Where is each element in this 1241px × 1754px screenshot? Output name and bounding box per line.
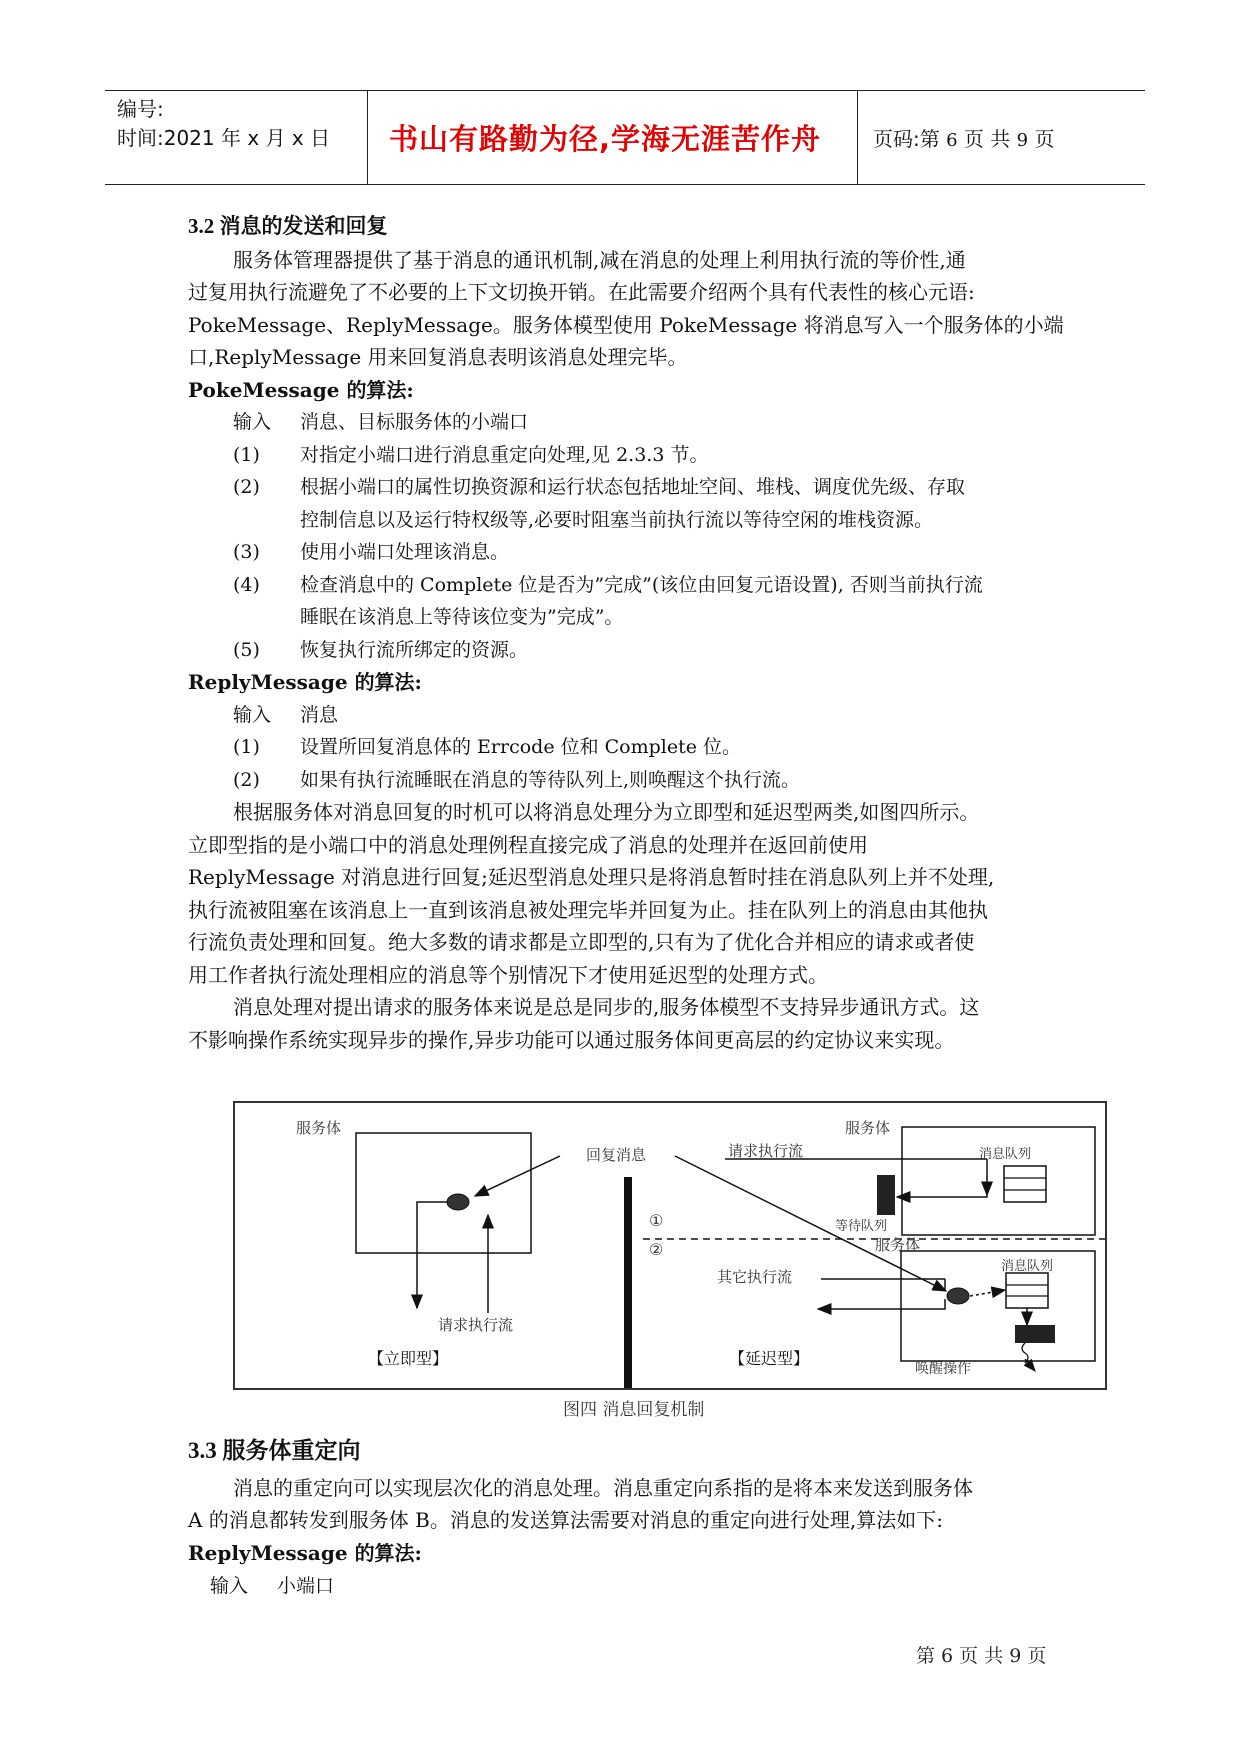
header-page-mid: 页 共 <box>963 127 1011 151</box>
msg-queue-top <box>1004 1166 1046 1202</box>
paragraph-line: 执行流被阻塞在该消息上一直到该消息被处理完毕并回复为止。挂在队列上的消息由其他执 <box>188 898 988 922</box>
header-page-info <box>873 123 1054 152</box>
paragraph-line: ReplyMessage 对消息进行回复;延迟型消息处理只是将消息暂时挂在消息队列上并不处理, <box>188 865 995 889</box>
msg-queue-bottom <box>1006 1273 1048 1308</box>
paragraph-line: 不影响操作系统实现异步的操作,异步功能可以通过服务体间更高层的约定协议来实现。 <box>188 1028 955 1052</box>
header-time: 时间:2021 年 x 月 x 日 <box>117 126 331 150</box>
header-page-current: 6 <box>946 130 958 151</box>
algorithm-input-label: 输入 <box>233 411 272 433</box>
left-handler-node <box>447 1194 469 1210</box>
fig-label-msg-queue-top: 消息队列 <box>979 1147 1032 1162</box>
step-number: (4) <box>233 574 260 596</box>
step-text: 使用小端口处理该消息。 <box>300 541 510 563</box>
fig-label-right-service-top: 服务体 <box>845 1119 891 1137</box>
step-number: (1) <box>233 444 260 466</box>
algorithm-title-poke: PokeMessage 的算法: <box>188 378 414 402</box>
header-divider <box>857 91 858 184</box>
header-page-total: 9 <box>1016 130 1029 151</box>
left-service-box <box>356 1133 531 1253</box>
header-number: 编号: <box>117 97 164 121</box>
fig-label-deferred: 【延迟型】 <box>729 1349 810 1368</box>
fig-label-other-flow: 其它执行流 <box>717 1268 793 1286</box>
right-service-box-bottom <box>901 1251 1095 1361</box>
step-text: 设置所回复消息体的 Errcode 位和 Complete 位。 <box>300 736 742 758</box>
section-heading-3-2: 3.2 消息的发送和回复 <box>188 214 388 238</box>
algorithm-title-reply: ReplyMessage 的算法: <box>188 670 422 694</box>
step-number: (1) <box>233 736 260 758</box>
fig-label-left-service: 服务体 <box>296 1119 342 1137</box>
step-text: 如果有执行流睡眠在消息的等待队列上,则唤醒这个执行流。 <box>300 769 801 791</box>
paragraph-line: A 的消息都转发到服务体 B。消息的发送算法需要对消息的重定向进行处理,算法如下: <box>188 1508 943 1532</box>
fig-label-wait-queue: 等待队列 <box>835 1219 888 1234</box>
algorithm-input-text: 消息、目标服务体的小端口 <box>300 411 529 433</box>
algorithm-title-reply-2: ReplyMessage 的算法: <box>188 1541 422 1565</box>
fig-label-msg-queue-bottom: 消息队列 <box>1001 1259 1054 1274</box>
figure-message-reply <box>233 1101 1107 1390</box>
step-number: (3) <box>233 541 260 563</box>
step-number: (2) <box>233 476 260 498</box>
paragraph-line: 消息的重定向可以实现层次化的消息处理。消息重定向系指的是将本来发送到服务体 <box>233 1476 973 1500</box>
wait-queue-block <box>877 1175 895 1215</box>
step-number: (2) <box>233 769 260 791</box>
fig-label-right-service-bottom: 服务体 <box>875 1236 921 1254</box>
wakeup-block <box>1015 1325 1055 1343</box>
step-text: 睡眠在该消息上等待该位变为”完成”。 <box>300 606 624 628</box>
figure-diagram <box>235 1103 1105 1388</box>
fig-label-circle-2: ② <box>649 1240 664 1259</box>
step-number: (5) <box>233 639 260 661</box>
type-divider-bar <box>624 1177 632 1388</box>
step-text: 对指定小端口进行消息重定向处理,见 2.3.3 节。 <box>300 444 709 466</box>
fig-label-circle-1: ① <box>649 1211 664 1230</box>
paragraph-line: 用工作者执行流处理相应的消息等个别情况下才使用延迟型的处理方式。 <box>188 963 828 987</box>
return-flow-arrow <box>818 1299 945 1309</box>
paragraph-line: PokeMessage、ReplyMessage。服务体模型使用 PokeMessage 将消息写入一个服务体的小端 <box>188 313 1064 337</box>
figure-caption: 图四 消息回复机制 <box>563 1400 705 1420</box>
header-motto: 书山有路勤为径,学海无涯苦作舟 <box>388 122 822 156</box>
fig-label-req-flow-left: 请求执行流 <box>438 1316 514 1334</box>
req-flow-down-arrow <box>417 1202 447 1308</box>
reply-arrow-right <box>675 1156 946 1291</box>
step-text: 检查消息中的 Complete 位是否为”完成”(该位由回复元语设置), 否则当前执行流 <box>300 574 983 596</box>
algorithm-input-text: 小端口 <box>277 1575 335 1597</box>
header-meta <box>117 95 330 153</box>
algorithm-input-text: 消息 <box>300 704 339 726</box>
paragraph-line: 行流负责处理和回复。绝大多数的请求都是立即型的,只有为了优化合并相应的请求或者使 <box>188 930 975 954</box>
header-page-suffix: 页 <box>1034 127 1055 151</box>
paragraph-line: 服务体管理器提供了基于消息的通讯机制,减在消息的处理上利用执行流的等价性,通 <box>233 248 966 272</box>
to-wait-queue-arrow <box>897 1195 987 1197</box>
dequeue-dotted-arrow <box>970 1290 1005 1296</box>
fig-label-req-flow-right: 请求执行流 <box>728 1142 804 1160</box>
paragraph-line: 立即型指的是小端口中的消息处理例程直接完成了消息的处理并在返回前使用 <box>188 833 868 857</box>
page-header <box>105 90 1145 185</box>
fig-label-reply-msg: 回复消息 <box>586 1146 647 1164</box>
algorithm-input-label: 输入 <box>210 1575 249 1597</box>
page-footer: 第 6 页 共 9 页 <box>916 1645 1047 1667</box>
paragraph-line: 根据服务体对消息回复的时机可以将消息处理分为立即型和延迟型两类,如图四所示。 <box>233 800 980 824</box>
section-heading-3-3: 3.3 服务体重定向 <box>188 1438 361 1463</box>
fig-label-wakeup: 唤醒操作 <box>915 1361 971 1377</box>
fig-label-immediate: 【立即型】 <box>368 1349 449 1368</box>
paragraph-line: 过复用执行流避免了不必要的上下文切换开销。在此需要介绍两个具有代表性的核心元语: <box>188 280 975 304</box>
step-text: 恢复执行流所绑定的资源。 <box>300 639 529 661</box>
paragraph-line: 消息处理对提出请求的服务体来说是总是同步的,服务体模型不支持异步通讯方式。这 <box>233 995 980 1019</box>
reply-arrow-left <box>475 1156 560 1196</box>
step-text: 根据小端口的属性切换资源和运行状态包括地址空间、堆栈、调度优先级、存取 <box>300 476 966 498</box>
paragraph-line: 口,ReplyMessage 用来回复消息表明该消息处理完毕。 <box>188 345 688 369</box>
deferred-handler-node <box>947 1288 969 1304</box>
step-text: 控制信息以及运行特权级等,必要时阻塞当前执行流以等待空闲的堆栈资源。 <box>300 509 934 531</box>
algorithm-input-label: 输入 <box>233 704 272 726</box>
header-page-prefix: 页码:第 <box>873 127 940 151</box>
